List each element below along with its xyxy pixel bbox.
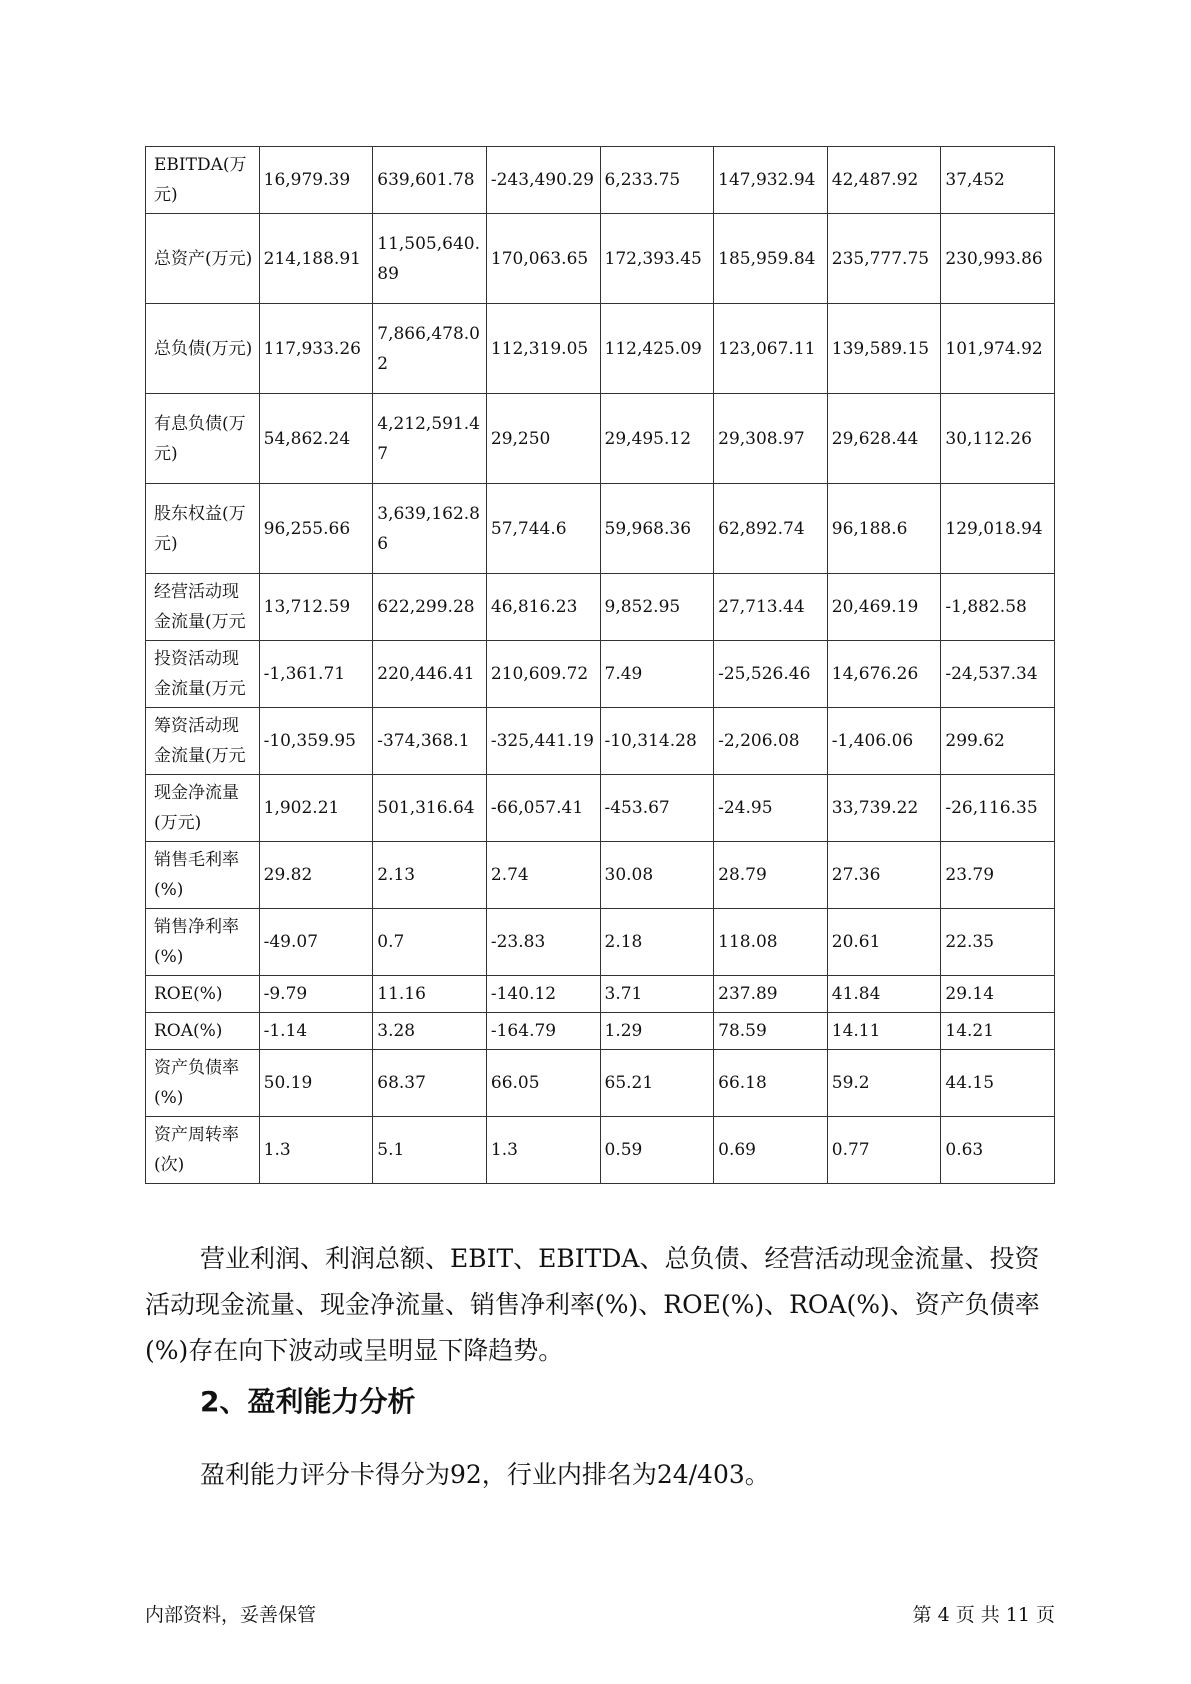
- table-cell: 14.11: [827, 1013, 941, 1050]
- row-label: 有息负债(万元): [146, 394, 260, 484]
- table-cell: 20,469.19: [827, 574, 941, 641]
- table-cell: 4,212,591.47: [373, 394, 487, 484]
- table-cell: 0.63: [941, 1117, 1055, 1184]
- table-cell: -2,206.08: [714, 708, 828, 775]
- table-cell: 59.2: [827, 1050, 941, 1117]
- table-cell: 112,319.05: [486, 304, 600, 394]
- table-cell: 66.18: [714, 1050, 828, 1117]
- table-cell: -26,116.35: [941, 775, 1055, 842]
- table-cell: 235,777.75: [827, 214, 941, 304]
- table-cell: 20.61: [827, 909, 941, 976]
- row-label: ROE(%): [146, 976, 260, 1013]
- table-cell: -10,359.95: [259, 708, 373, 775]
- table-cell: 1,902.21: [259, 775, 373, 842]
- table-cell: 639,601.78: [373, 147, 487, 214]
- table-body: [146, 147, 1055, 1184]
- table-cell: 13,712.59: [259, 574, 373, 641]
- table-cell: 11,505,640.89: [373, 214, 487, 304]
- row-label: 股东权益(万元): [146, 484, 260, 574]
- table-row: [146, 304, 1055, 394]
- table-cell: 147,932.94: [714, 147, 828, 214]
- table-cell: 117,933.26: [259, 304, 373, 394]
- table-row: [146, 214, 1055, 304]
- table-cell: 3.28: [373, 1013, 487, 1050]
- row-label: 现金净流量(万元): [146, 775, 260, 842]
- table-cell: -243,490.29: [486, 147, 600, 214]
- table-cell: 96,188.6: [827, 484, 941, 574]
- table-cell: 14.21: [941, 1013, 1055, 1050]
- row-label: 资产负债率(%): [146, 1050, 260, 1117]
- table-cell: 16,979.39: [259, 147, 373, 214]
- table-cell: 29,628.44: [827, 394, 941, 484]
- row-label: 资产周转率(次): [146, 1117, 260, 1184]
- table-row: [146, 147, 1055, 214]
- table-cell: 7.49: [600, 641, 714, 708]
- table-row: [146, 1117, 1055, 1184]
- table-cell: 59,968.36: [600, 484, 714, 574]
- table-cell: 27.36: [827, 842, 941, 909]
- table-cell: 139,589.15: [827, 304, 941, 394]
- row-label: ROA(%): [146, 1013, 260, 1050]
- table-cell: 33,739.22: [827, 775, 941, 842]
- table-cell: 42,487.92: [827, 147, 941, 214]
- table-cell: 7,866,478.02: [373, 304, 487, 394]
- table-cell: -1,882.58: [941, 574, 1055, 641]
- row-label: 经营活动现金流量(万元: [146, 574, 260, 641]
- table-row: [146, 842, 1055, 909]
- table-cell: 28.79: [714, 842, 828, 909]
- table-row: [146, 484, 1055, 574]
- table-cell: 112,425.09: [600, 304, 714, 394]
- table-cell: 29.82: [259, 842, 373, 909]
- table-cell: -1.14: [259, 1013, 373, 1050]
- table-cell: 3,639,162.86: [373, 484, 487, 574]
- table-cell: -49.07: [259, 909, 373, 976]
- table-cell: 68.37: [373, 1050, 487, 1117]
- table-cell: 0.59: [600, 1117, 714, 1184]
- table-row: [146, 909, 1055, 976]
- table-row: [146, 775, 1055, 842]
- table-cell: 0.69: [714, 1117, 828, 1184]
- table-cell: 65.21: [600, 1050, 714, 1117]
- table-cell: 214,188.91: [259, 214, 373, 304]
- table-cell: 2.18: [600, 909, 714, 976]
- table-cell: -25,526.46: [714, 641, 828, 708]
- table-row: [146, 976, 1055, 1013]
- footer-confidential-note: 内部资料，妥善保管: [145, 1604, 317, 1626]
- table-cell: 27,713.44: [714, 574, 828, 641]
- table-cell: 29,308.97: [714, 394, 828, 484]
- footer-page-number: 第 4 页 共 11 页: [912, 1604, 1055, 1626]
- table-cell: 237.89: [714, 976, 828, 1013]
- table-cell: 29.14: [941, 976, 1055, 1013]
- row-label: 筹资活动现金流量(万元: [146, 708, 260, 775]
- table-row: [146, 394, 1055, 484]
- table-cell: 118.08: [714, 909, 828, 976]
- table-cell: 54,862.24: [259, 394, 373, 484]
- table-cell: 23.79: [941, 842, 1055, 909]
- row-label: 总资产(万元): [146, 214, 260, 304]
- row-label: 总负债(万元): [146, 304, 260, 394]
- row-label: 销售毛利率(%): [146, 842, 260, 909]
- table-row: [146, 708, 1055, 775]
- table-cell: 3.71: [600, 976, 714, 1013]
- table-cell: 172,393.45: [600, 214, 714, 304]
- table-cell: 44.15: [941, 1050, 1055, 1117]
- table-cell: 29,495.12: [600, 394, 714, 484]
- table-cell: 123,067.11: [714, 304, 828, 394]
- table-cell: 1.3: [259, 1117, 373, 1184]
- table-cell: 46,816.23: [486, 574, 600, 641]
- table-cell: 170,063.65: [486, 214, 600, 304]
- table-cell: 37,452: [941, 147, 1055, 214]
- table-cell: 11.16: [373, 976, 487, 1013]
- table-cell: 1.29: [600, 1013, 714, 1050]
- table-cell: -325,441.19: [486, 708, 600, 775]
- table-cell: -24,537.34: [941, 641, 1055, 708]
- profitability-score-text: 盈利能力评分卡得分为92，行业内排名为24/403。: [200, 1460, 770, 1489]
- table-cell: 30,112.26: [941, 394, 1055, 484]
- table-cell: 0.7: [373, 909, 487, 976]
- table-cell: 129,018.94: [941, 484, 1055, 574]
- row-label: EBITDA(万元): [146, 147, 260, 214]
- table-cell: 29,250: [486, 394, 600, 484]
- table-cell: 185,959.84: [714, 214, 828, 304]
- row-label: 投资活动现金流量(万元: [146, 641, 260, 708]
- table-cell: 1.3: [486, 1117, 600, 1184]
- table-cell: 230,993.86: [941, 214, 1055, 304]
- financial-indicators-table: [145, 146, 1055, 1184]
- table-cell: 6,233.75: [600, 147, 714, 214]
- trend-paragraph: 营业利润、利润总额、EBIT、EBITDA、总负债、经营活动现金流量、投资活动现金流量、现金净流量、销售净利率(%)、ROE(%)、ROA(%)、资产负债率(%)存在向下波动或呈明显下降趋势。: [145, 1244, 1040, 1365]
- table-cell: -66,057.41: [486, 775, 600, 842]
- table-cell: 2.13: [373, 842, 487, 909]
- table-row: [146, 1050, 1055, 1117]
- section-heading: 2、盈利能力分析: [200, 1385, 416, 1418]
- table-cell: 57,744.6: [486, 484, 600, 574]
- table-cell: -24.95: [714, 775, 828, 842]
- table-cell: -453.67: [600, 775, 714, 842]
- table-cell: -10,314.28: [600, 708, 714, 775]
- table-cell: -1,361.71: [259, 641, 373, 708]
- table-cell: -374,368.1: [373, 708, 487, 775]
- table-cell: 210,609.72: [486, 641, 600, 708]
- table-cell: -164.79: [486, 1013, 600, 1050]
- table-cell: 220,446.41: [373, 641, 487, 708]
- table-cell: -140.12: [486, 976, 600, 1013]
- table-cell: 299.62: [941, 708, 1055, 775]
- table-row: [146, 1013, 1055, 1050]
- table-cell: 62,892.74: [714, 484, 828, 574]
- row-label: 销售净利率(%): [146, 909, 260, 976]
- table-cell: 78.59: [714, 1013, 828, 1050]
- table-cell: -23.83: [486, 909, 600, 976]
- table-cell: 0.77: [827, 1117, 941, 1184]
- table-cell: 9,852.95: [600, 574, 714, 641]
- table-cell: 2.74: [486, 842, 600, 909]
- table-row: [146, 574, 1055, 641]
- table-cell: 30.08: [600, 842, 714, 909]
- table-cell: 501,316.64: [373, 775, 487, 842]
- table-cell: -1,406.06: [827, 708, 941, 775]
- table-row: [146, 641, 1055, 708]
- table-cell: 96,255.66: [259, 484, 373, 574]
- table-cell: -9.79: [259, 976, 373, 1013]
- table-cell: 50.19: [259, 1050, 373, 1117]
- table-cell: 101,974.92: [941, 304, 1055, 394]
- table-cell: 66.05: [486, 1050, 600, 1117]
- table-cell: 622,299.28: [373, 574, 487, 641]
- table-cell: 5.1: [373, 1117, 487, 1184]
- table-cell: 41.84: [827, 976, 941, 1013]
- table-cell: 14,676.26: [827, 641, 941, 708]
- table-cell: 22.35: [941, 909, 1055, 976]
